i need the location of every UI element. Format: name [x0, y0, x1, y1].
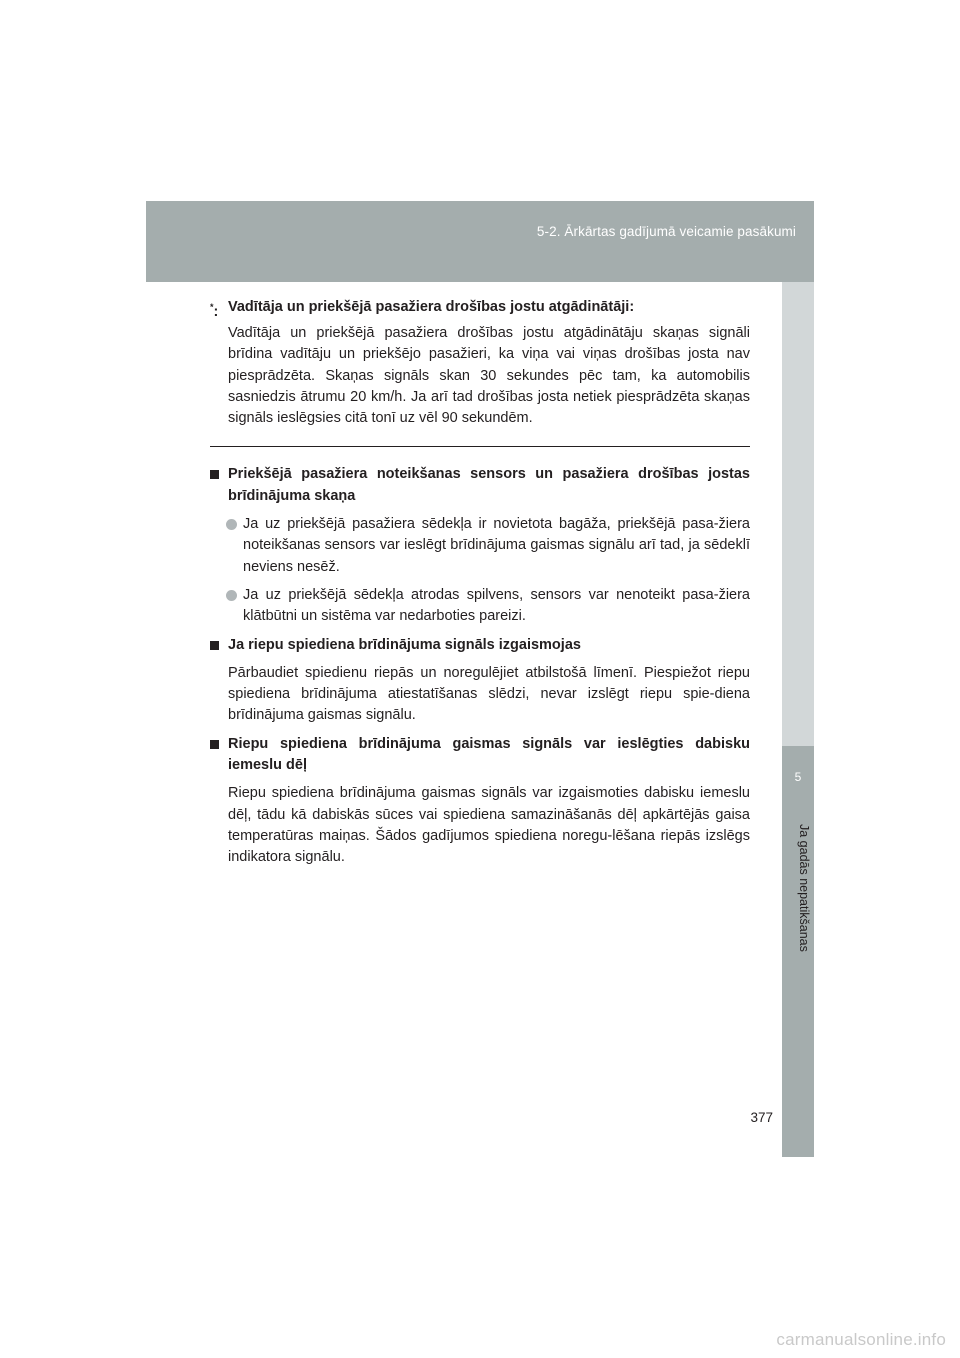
- watermark: carmanualsonline.info: [776, 1330, 946, 1349]
- footnote-body: Vadītāja un priekšējā pasažiera drošības jostu atgādinātāju skaņas signāli brīdina vadītāju un priekšējo pasažieri, ka viņa vai viņas drošības josta nav piesprādzēta. Skaņas signāls skan 30 sekundes pēc tam, ka automobilis sasniedzis ātrumu 20 km/h. Ja arī tad drošības josta netiek piesprādzēta skaņas signāls ieslēgsies citā tonī uz vēl 90 sekundēm.: [228, 325, 750, 427]
- section-heading: Riepu spiediena brīdinājuma gaismas signāls var ieslēgties dabisku iemeslu dēļ: [210, 734, 750, 777]
- section-body: Riepu spiediena brīdinājuma gaismas signāls var izgaismoties dabisku iemeslu dēļ, tādu kā dabiskās sūces vai spiediena samazināšanās dēļ apkārtējās gaisa temperatūras maiņas. Šādos gadījumos spiediena noregu-lēšana riepās izslēgs indikatora signālu.: [228, 785, 750, 866]
- section-tire-pressure-natural: [210, 734, 750, 869]
- section-body: Pārbaudiet spiedienu riepās un noregulējiet atbilstošā līmenī. Piespiežot riepu spiediena brīdinājuma atiestatīšanas slēdzi, nevar izslēgt riepu spie-diena brīdinājuma gaismas signālu.: [228, 664, 750, 724]
- chapter-number: 5: [794, 770, 802, 784]
- chapter-tab: [782, 746, 814, 1157]
- section-tire-pressure-light: [210, 635, 750, 727]
- section-heading: Ja riepu spiediena brīdinājuma signāls izgaismojas: [210, 635, 750, 656]
- page-number: 377: [750, 1110, 773, 1125]
- square-bullet-icon: [210, 740, 219, 749]
- header-band: [146, 201, 814, 282]
- square-bullet-icon: [210, 470, 219, 479]
- section-title: 5-2. Ārkārtas gadījumā veicamie pasākumi: [536, 224, 796, 239]
- section-divider: [210, 446, 750, 447]
- footnote-heading: Vadītāja un priekšējā pasažiera drošības jostu atgādinātāji:: [228, 299, 635, 315]
- footnote-marker: *:: [210, 302, 219, 320]
- section-heading: Priekšējā pasažiera noteikšanas sensors un pasažiera drošības jostas brīdinājuma skaņa: [210, 464, 750, 507]
- list-item: Ja uz priekšējā sēdekļa atrodas spilvens, sensors var nenoteikt pasa-žiera klātbūtni un sistēma var nedarboties pareizi.: [210, 585, 750, 628]
- circle-bullet-icon: [226, 519, 237, 530]
- circle-bullet-icon: [226, 590, 237, 601]
- footnote-heading-row: [210, 297, 750, 323]
- section-passenger-sensor: [210, 464, 750, 627]
- list-item: Ja uz priekšējā pasažiera sēdekļa ir novietota bagāža, priekšējā pasa-žiera noteikšanas sensors var ieslēgt brīdinājuma gaismas signālu arī tad, ja sēdeklī neviens nesēž.: [210, 514, 750, 578]
- chapter-title: Ja gadās nepatikšanas: [797, 824, 811, 952]
- square-bullet-icon: [210, 641, 219, 650]
- page-content: [210, 297, 750, 869]
